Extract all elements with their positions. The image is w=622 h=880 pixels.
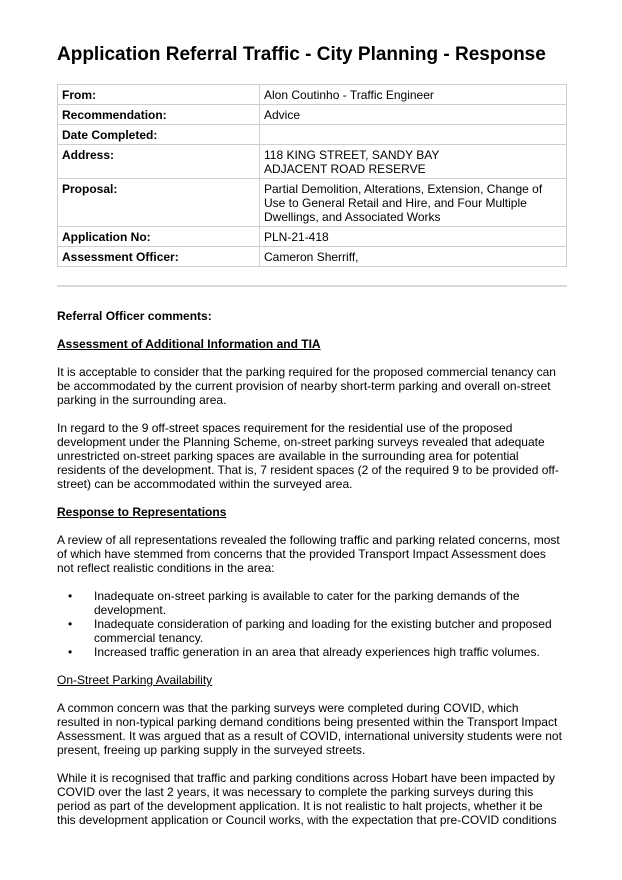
- document-body: [57, 309, 571, 827]
- paragraph-covid-surveys: A common concern was that the parking surveys were completed during COVID, which resulted in non-typical parking demand conditions being presented within the Transport Impact Assessment. It was argued that as a result of COVID, international university students were not present, freeing up parking supply in the surveyed streets.: [57, 701, 562, 757]
- paragraph-covid-conditions: While it is recognised that traffic and parking conditions across Hobart have been impacted by COVID over the last 2 years, it was necessary to complete the parking surveys during this period as part of the development application. It is not realistic to halt projects, whether it be this development application or Council works, with the expectation that pre-COVID conditions: [57, 771, 557, 827]
- availability-heading: On-Street Parking Availability: [57, 673, 213, 687]
- field-label: Date Completed:: [58, 125, 260, 145]
- paragraph-representations: A review of all representations revealed the following traffic and parking related concerns, most of which have stemmed from concerns that the provided Transport Impact Assessment does not reflect realistic conditions in the area:: [57, 533, 560, 575]
- paragraph-residential-parking: In regard to the 9 off-street spaces requirement for the residential use of the proposed development under the Planning Scheme, on-street parking surveys revealed that adequate unrestricted on-street parking spaces are available in the surrounding area for potential residents of the development. That is, 7 resident spaces (2 of the required 9 to be provided off- street) can be accommodated within the surveyed area.: [57, 421, 559, 491]
- list-item: • Inadequate consideration of parking and loading for the existing butcher and proposed commercial tenancy.: [68, 617, 552, 645]
- list-item: • Increased traffic generation in an area that already experiences high traffic volumes.: [68, 645, 540, 659]
- bullet-icon: •: [68, 645, 73, 659]
- comments-heading: Referral Officer comments:: [57, 309, 212, 323]
- list-item: • Inadequate on-street parking is available to cater for the parking demands of the development.: [68, 589, 520, 617]
- field-value: 118 KING STREET, SANDY BAY ADJACENT ROAD RESERVE: [260, 145, 567, 179]
- field-value: [260, 125, 567, 145]
- page-title: Application Referral Traffic - City Planning - Response: [57, 44, 546, 65]
- representations-heading: Response to Representations: [57, 505, 227, 519]
- field-value: Advice: [260, 105, 567, 125]
- table-row: [58, 85, 567, 105]
- field-label: From:: [58, 85, 260, 105]
- field-value: Alon Coutinho - Traffic Engineer: [260, 85, 567, 105]
- table-row: [58, 227, 567, 247]
- field-value: PLN-21-418: [260, 227, 567, 247]
- concerns-list: [57, 589, 571, 659]
- field-value: Partial Demolition, Alterations, Extension, Change of Use to General Retail and Hire, and Four Multiple Dwellings, and Associated Works: [260, 179, 567, 227]
- table-row: [58, 125, 567, 145]
- bullet-icon: •: [68, 617, 73, 631]
- field-label: Proposal:: [58, 179, 260, 227]
- field-label: Assessment Officer:: [58, 247, 260, 267]
- field-label: Application No:: [58, 227, 260, 247]
- table-row: [58, 145, 567, 179]
- field-value: Cameron Sherriff,: [260, 247, 567, 267]
- table-row: [58, 247, 567, 267]
- table-row: [58, 179, 567, 227]
- paragraph-parking-commercial: It is acceptable to consider that the parking required for the proposed commercial tenancy can be accommodated by the current provision of nearby short-term parking and overall on-street parking in the surrounding area.: [57, 365, 556, 407]
- assessment-heading: Assessment of Additional Information and TIA: [57, 337, 321, 351]
- field-label: Address:: [58, 145, 260, 179]
- field-label: Recommendation:: [58, 105, 260, 125]
- bullet-icon: •: [68, 589, 73, 603]
- section-divider: [57, 285, 567, 287]
- table-row: [58, 105, 567, 125]
- referral-details-table: [57, 84, 567, 267]
